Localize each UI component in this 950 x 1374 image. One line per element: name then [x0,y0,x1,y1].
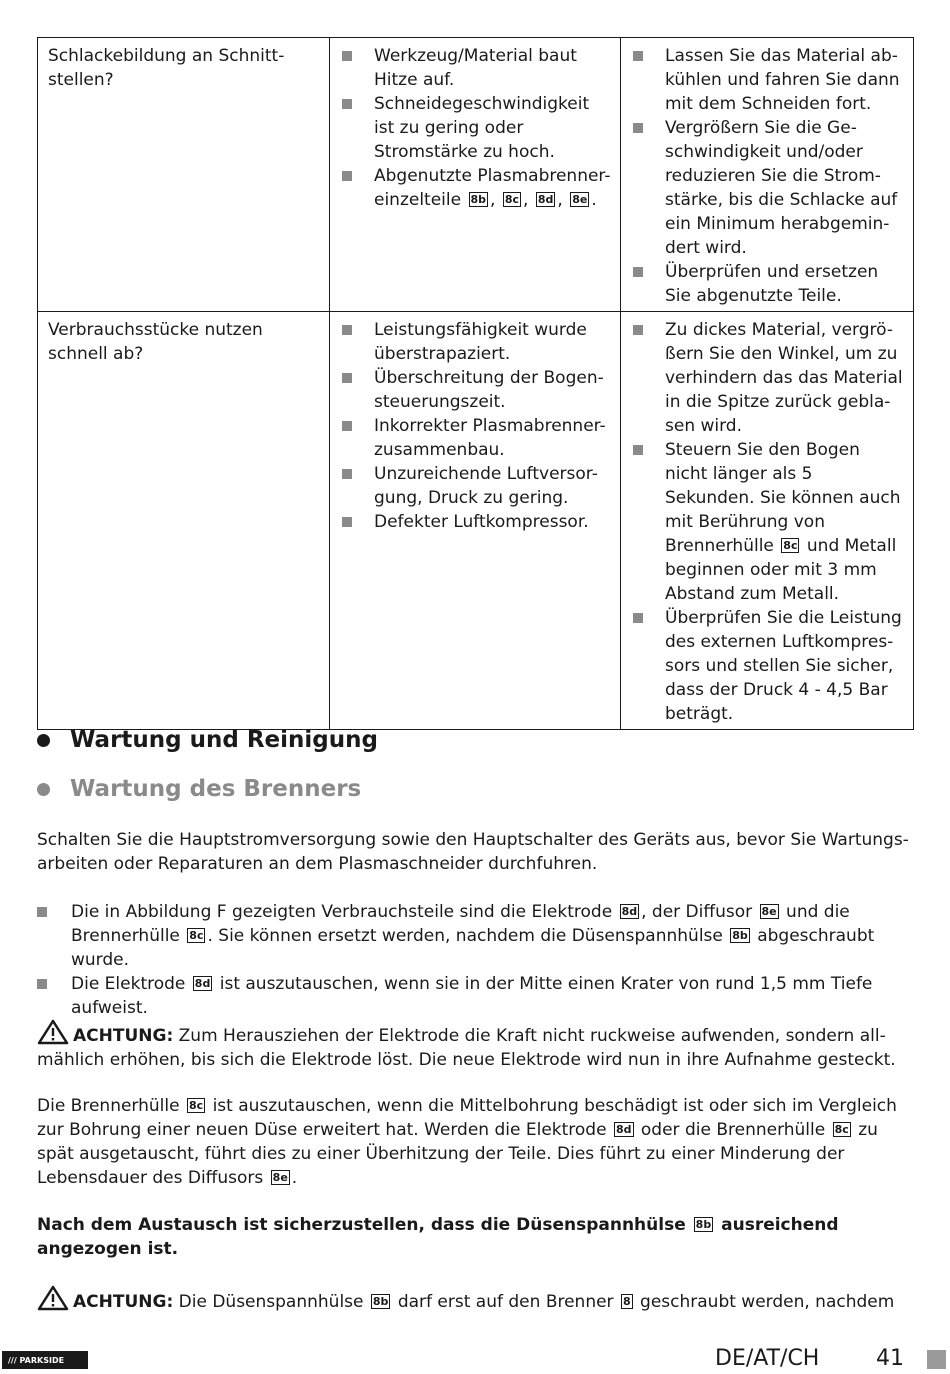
ref-badge: 8c [783,539,798,552]
ref-badge: 8e [272,1171,288,1184]
ref-badge: 8d [621,905,638,918]
cause-item: Inkorrekter Plasmabrenner-zusammenbau. [340,414,612,462]
ref-badge: 8b [470,193,487,206]
ref-badge: 8c [189,929,204,942]
page-marker-square [927,1350,946,1369]
warning-label: ACHTUNG: [73,1026,174,1046]
warning-triangle-icon [37,1019,69,1045]
problem-text: Verbrauchsstücke nutzen schnell ab? [48,320,263,364]
brand-logo: /// PARKSIDE [2,1351,88,1369]
remedy-item: Zu dickes Material, vergrö-ßern Sie den Winkel, um zu verhindern das das Material in die Spitze zurück gebla-sen wird. [631,318,905,438]
cause-item: Schneidegeschwindigkeit ist zu gering oder Stromstärke zu hoch. [340,92,612,164]
warning-label: ACHTUNG: [73,1292,174,1312]
table-row [38,312,914,730]
intro-paragraph: Schalten Sie die Hauptstromversorgung sowie den Hauptschalter des Geräts aus, bevor Sie Wartungs-arbeiten oder Reparaturen an dem Plasmaschneider durchfuhren. [37,830,909,874]
ref-badge: 8e [761,905,777,918]
remedy-item: Überprüfen Sie die Leistung des externen Luftkompres-sors und stellen Sie sicher, dass der Druck 4 - 4,5 Bar beträgt. [631,606,905,726]
list-item: Die Elektrode 8d ist auszutauschen, wenn sie in der Mitte einen Krater von rund 1,5 mm Tiefe aufweist. [37,972,913,1020]
ref-badge: 8e [572,193,588,206]
warning-paragraph: ACHTUNG: Zum Herausziehen der Elektrode die Kraft nicht ruckweise aufwenden, sondern all-mählich erhöhen, bis sich die Elektrode löst. Die neue Elektrode wird nun in ihre Aufnahme gesteckt. [37,1019,913,1072]
table-row [38,38,914,312]
troubleshooting-table [37,37,914,730]
cause-item: Werkzeug/Material baut Hitze auf. [340,44,612,92]
problem-cell [38,312,330,730]
problem-text: Schlackebildung an Schnitt-stellen? [48,46,285,90]
ref-badge: 8c [504,193,520,206]
warning-paragraph: ACHTUNG: Die Düsenspannhülse 8b darf erst auf den Brenner 8 geschraubt werden, nachdem [37,1285,913,1314]
ref-badge: 8c [188,1099,204,1112]
remedy-item: Steuern Sie den Bogen nicht länger als 5 Sekunden. Sie können auch mit Berührung von Brennerhülle 8c und Metall beginnen oder mit 3 mm Abstand zum Metall. [631,438,905,606]
remedy-cell [621,38,914,312]
bullet-dot-icon [37,734,50,747]
ref-badge: 8d [615,1123,632,1136]
ref-badge: 8 [622,1295,631,1308]
subsection-heading: Wartung des Brenners [37,776,361,802]
ref-badge: 8b [372,1295,389,1308]
remedy-item: Lassen Sie das Material ab-kühlen und fahren Sie dann mit dem Schneiden fort. [631,44,905,116]
brenner-paragraph: Die Brennerhülle 8c ist auszutauschen, wenn die Mittelbohrung beschädigt ist oder sich im Vergleich zur Bohrung einer neuen Düse erweitert hat. Werden die Elektrode 8d oder die Brennerhülle 8c zu spät ausgetauscht, führt dies zu einer Überhitzung der Teile. Dies führt zu einer Minderung der Lebensdauer des Diffusors 8e . [37,1096,897,1188]
warning-triangle-icon [37,1285,69,1311]
cause-cell [330,38,621,312]
cause-item: Abgenutzte Plasmabrenner-einzelteile 8b , 8c , 8d , 8e . [340,164,612,212]
bold-notice: Nach dem Austausch ist sicherzustellen, dass die Düsenspannhülse 8b ausreichend angezogen ist. [37,1215,839,1259]
ref-badge: 8d [537,193,554,206]
region-label: DE/AT/CH [715,1346,820,1371]
ref-badge: 8b [732,929,748,942]
cause-cell [330,312,621,730]
ref-badge: 8d [194,977,211,990]
page-number: 41 [876,1346,904,1371]
list-item: Die in Abbildung F gezeigten Verbrauchsteile sind die Elektrode 8d , der Diffusor 8e und die Brennerhülle 8c . Sie können ersetzt werden, nachdem die Düsenspannhülse 8b abgeschraubt wurde. [37,900,913,972]
remedy-item: Vergrößern Sie die Ge-schwindigkeit und/oder reduzieren Sie die Strom-stärke, bis die Schlacke auf ein Minimum herabgemin-dert wird. [631,116,905,260]
cause-item: Defekter Luftkompressor. [340,510,612,534]
section-heading: Wartung und Reinigung [37,727,378,753]
cause-item: Unzureichende Luftversor-gung, Druck zu gering. [340,462,612,510]
remedy-cell [621,312,914,730]
ref-badge: 8c [834,1123,849,1136]
bullet-dot-icon [37,783,50,796]
parts-list [37,900,913,1020]
problem-cell [38,38,330,312]
ref-badge: 8b [695,1218,712,1231]
cause-item: Überschreitung der Bogen-steuerungszeit. [340,366,612,414]
cause-item: Leistungsfähigkeit wurde überstrapaziert. [340,318,612,366]
remedy-item: Überprüfen und ersetzen Sie abgenutzte Teile. [631,260,905,308]
